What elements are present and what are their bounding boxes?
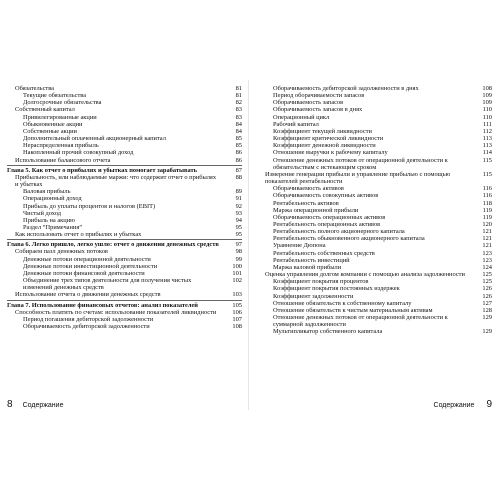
toc-entry-title: Глава 6. Легко пришло, легко ушло: отчет о движении денежных средств [7, 241, 219, 249]
toc-entry-title: Глава 5. Как отчет о прибылях и убытках помогает зарабатывать [7, 166, 197, 174]
toc-entry [257, 192, 492, 199]
toc-entry [7, 316, 242, 323]
toc-chapter-entry [7, 241, 242, 248]
toc-entry-page: 121 [482, 235, 492, 243]
toc-entry [257, 207, 492, 214]
toc-entry-page: 102 [232, 277, 242, 285]
toc-entry [257, 250, 492, 257]
page-gutter [248, 80, 249, 410]
toc-entry-page: 129 [482, 314, 492, 321]
toc-entry-title: Оборачиваемость активов [273, 185, 344, 193]
toc-entry [7, 121, 242, 128]
toc-entry-title: Коэффициент денежной ликвидности [273, 142, 376, 150]
toc-entry-title: Коэффициент покрытия постоянных издержек [273, 285, 400, 293]
toc-entry-page: 95 [235, 231, 242, 239]
toc-entry [257, 278, 492, 285]
toc-entry [257, 106, 492, 113]
toc-entry-page: 119 [482, 206, 492, 214]
toc-entry-page: 128 [482, 306, 492, 314]
toc-entry-title: Денежные потоки финансовой деятельности [23, 269, 145, 277]
toc-entry-title: Валовая прибыль [23, 188, 71, 196]
toc-entry [257, 293, 492, 300]
toc-entry-page: 85 [235, 135, 242, 143]
toc-entry-page: 92 [235, 202, 242, 210]
toc-entry [7, 157, 242, 164]
chapter-divider [7, 300, 242, 301]
toc-entry-title: Отношение денежных потоков от операционной деятельности к суммарной задолженности [273, 314, 448, 329]
toc-entry [257, 257, 492, 264]
toc-entry-page: 84 [235, 120, 242, 128]
toc-entry-page: 111 [482, 120, 492, 128]
toc-entry [7, 210, 242, 217]
toc-entry-title: Долгосрочные обязательства [23, 99, 102, 107]
toc-entry-page: 113 [482, 135, 492, 143]
toc-entry [7, 174, 242, 188]
toc-entry-page: 86 [235, 156, 242, 164]
toc-entry-page: 110 [482, 106, 492, 114]
toc-entry [7, 309, 242, 316]
toc-entry-title: Коэффициент текущей ликвидности [273, 127, 372, 135]
toc-entry-page: 121 [482, 242, 492, 250]
toc-entry-page: 124 [482, 263, 492, 271]
toc-entry-title: Рентабельность активов [273, 199, 339, 207]
running-header: Содержание [433, 402, 475, 409]
toc-entry [257, 128, 492, 135]
toc-entry [7, 135, 242, 142]
toc-entry [257, 142, 492, 149]
table-of-contents-left [7, 85, 242, 330]
toc-entry-page: 114 [482, 149, 492, 157]
toc-entry [257, 99, 492, 106]
toc-entry-title: Мультипликатор собственного капитала [273, 328, 383, 336]
toc-chapter-entry [7, 167, 242, 174]
toc-entry-page: 121 [482, 228, 492, 236]
toc-entry [257, 149, 492, 156]
toc-entry [7, 188, 242, 195]
toc-entry [257, 171, 492, 185]
toc-entry [7, 99, 242, 106]
toc-entry-title: Денежные потоки инвестиционной деятельности [23, 262, 158, 270]
toc-entry-page: 125 [482, 271, 492, 279]
toc-entry-title: Маржа валовой прибыли [273, 263, 342, 271]
toc-entry [7, 231, 242, 238]
toc-entry [7, 263, 242, 270]
toc-entry-title: Период оборачиваемости запасов [273, 92, 365, 100]
toc-entry-title: Дополнительный оплаченный акционерный капитал [23, 135, 166, 143]
toc-entry-page: 99 [235, 255, 242, 263]
toc-entry [7, 270, 242, 277]
toc-entry-page: 81 [235, 85, 242, 92]
toc-entry [7, 149, 242, 156]
toc-entry-title: Способность платить по счетам: использование показателей ликвидности [15, 308, 217, 316]
toc-entry-page: 126 [482, 285, 492, 293]
toc-entry-page: 108 [482, 85, 492, 92]
toc-entry [257, 135, 492, 142]
toc-entry-title: Использование отчета о движении денежных средств [15, 291, 161, 299]
toc-entry-page: 108 [232, 323, 242, 330]
toc-entry [257, 114, 492, 121]
toc-entry-page: 115 [482, 156, 492, 164]
toc-entry-page: 83 [235, 113, 242, 121]
toc-entry [257, 314, 492, 328]
toc-entry-title: Оборачиваемость дебиторской задолженности [23, 323, 150, 330]
toc-entry [7, 92, 242, 99]
toc-entry [7, 106, 242, 113]
toc-entry-title: Собираем пазл денежных потоков [15, 248, 108, 256]
toc-entry-page: 110 [482, 113, 492, 121]
page-number: 8 [7, 399, 13, 410]
toc-entry [257, 85, 492, 92]
toc-entry-title: Рентабельность инвестиций [273, 256, 350, 264]
toc-entry [7, 217, 242, 224]
toc-entry-title: Оборачиваемость запасов [273, 99, 344, 107]
toc-entry-title: Чистый доход [23, 209, 62, 217]
toc-entry [257, 185, 492, 192]
toc-chapter-entry [7, 302, 242, 309]
chapter-divider [7, 239, 242, 240]
toc-entry-title: Рабочий капитал [273, 120, 319, 128]
page-number: 9 [486, 399, 492, 410]
toc-entry-page: 120 [482, 220, 492, 228]
toc-entry-title: Обязательства [15, 85, 54, 92]
toc-entry-title: Собственные акции [23, 127, 77, 135]
toc-entry [7, 291, 242, 298]
toc-entry [257, 242, 492, 249]
left-page-footer [7, 399, 242, 410]
toc-entry [257, 264, 492, 271]
toc-entry-title: Собственный капитал [15, 106, 75, 114]
toc-entry-title: Денежные потоки операционной деятельности [23, 255, 151, 263]
table-of-contents-right [257, 85, 492, 335]
toc-entry-title: Коэффициент задолженности [273, 292, 354, 300]
toc-entry-page: 126 [482, 292, 492, 300]
toc-entry [257, 300, 492, 307]
toc-entry-page: 94 [235, 216, 242, 224]
toc-entry-title: Раздел “Примечания” [23, 223, 83, 231]
toc-entry-title: Глава 7. Использование финансовых отчетов: анализ показателей [7, 301, 198, 309]
toc-entry [7, 142, 242, 149]
toc-entry-title: Прибыльность, или наблюдаемые маржи: что содержит отчет о прибылях и убытках [15, 173, 217, 189]
toc-entry-title: Прибыль на акцию [23, 216, 75, 224]
toc-entry [7, 224, 242, 231]
toc-entry [257, 92, 492, 99]
left-page [7, 85, 242, 410]
toc-entry-page: 83 [235, 106, 242, 114]
toc-entry-title: Оборачиваемость совокупных активов [273, 192, 379, 200]
toc-entry-page: 118 [482, 199, 492, 207]
toc-entry-page: 116 [482, 192, 492, 200]
toc-entry-page: 88 [235, 173, 242, 181]
toc-entry-title: Рентабельность обыкновенного акционерного капитала [273, 235, 425, 243]
toc-entry-page: 105 [232, 301, 242, 309]
toc-entry-title: Привилегированные акции [23, 113, 97, 121]
toc-entry-page: 119 [482, 213, 492, 221]
toc-entry [257, 271, 492, 278]
toc-entry-title: Использование балансового отчета [15, 156, 111, 164]
toc-entry-title: Нераспределенная прибыль [23, 142, 99, 150]
toc-entry [7, 248, 242, 255]
toc-entry-page: 95 [235, 223, 242, 231]
toc-entry-page: 85 [235, 142, 242, 150]
right-page-footer [257, 399, 492, 410]
running-header: Содержание [22, 402, 64, 409]
toc-entry-title: Операционный цикл [273, 113, 330, 121]
toc-entry-page: 106 [232, 308, 242, 316]
toc-entry-title: Рентабельность собственных средств [273, 249, 375, 257]
toc-entry-title: Как использовать отчет о прибылях и убытках [15, 231, 142, 239]
toc-entry-title: Прибыль до уплаты процентов и налогов (EBIT) [23, 202, 156, 210]
toc-entry-page: 101 [232, 269, 242, 277]
toc-entry [7, 256, 242, 263]
toc-entry-title: Рентабельность полного акционерного капитала [273, 228, 405, 236]
toc-entry-page: 109 [482, 92, 492, 100]
toc-entry [7, 323, 242, 330]
chapter-divider [7, 165, 242, 166]
toc-entry [257, 221, 492, 228]
toc-entry-page: 81 [235, 92, 242, 100]
toc-entry-page: 112 [482, 127, 492, 135]
toc-entry-title: Накопленный прочий совокупный доход [23, 149, 134, 157]
toc-entry-page: 107 [232, 315, 242, 323]
toc-entry-title: Измерение генерации прибыли и управление прибылью с помощью показателей рентабельности [265, 170, 451, 186]
toc-entry-title: Оценка управления долгом компании с помощью анализа задолженности [265, 271, 465, 279]
toc-entry-title: Отношение выручки к рабочему капиталу [273, 149, 388, 157]
toc-entry-page: 129 [482, 328, 492, 336]
toc-entry [257, 157, 492, 171]
toc-entry-page: 115 [482, 170, 492, 178]
toc-entry-title: Объединение трех типов деятельности для получения чистых изменений денежных средств [23, 277, 192, 292]
toc-entry-title: Обыкновенные акции [23, 120, 83, 128]
toc-entry-page: 84 [235, 127, 242, 135]
toc-entry [7, 195, 242, 202]
toc-entry-page: 89 [235, 188, 242, 196]
toc-entry [257, 307, 492, 314]
toc-entry-page: 87 [235, 166, 242, 174]
toc-entry-title: Текущие обязательства [23, 92, 87, 100]
toc-entry-page: 100 [232, 262, 242, 270]
toc-entry [257, 228, 492, 235]
toc-entry [7, 277, 242, 291]
toc-entry [7, 128, 242, 135]
toc-entry-page: 98 [235, 248, 242, 256]
toc-entry [257, 235, 492, 242]
toc-entry [257, 328, 492, 335]
toc-entry-title: Маржа операционной прибыли [273, 206, 359, 214]
toc-entry-page: 116 [482, 185, 492, 193]
toc-entry-title: Коэффициент критической ликвидности [273, 135, 384, 143]
toc-entry [257, 214, 492, 221]
toc-entry-page: 113 [482, 142, 492, 150]
toc-entry-title: Операционный доход [23, 195, 82, 203]
toc-entry-title: Оборачиваемость запасов в днях [273, 106, 363, 114]
toc-entry-page: 123 [482, 249, 492, 257]
toc-entry-page: 103 [232, 291, 242, 299]
toc-entry-title: Оборачиваемость операционных активов [273, 213, 386, 221]
toc-entry [7, 85, 242, 92]
toc-entry-page: 91 [235, 195, 242, 203]
toc-entry-page: 127 [482, 299, 492, 307]
right-page [257, 85, 492, 410]
toc-entry [7, 114, 242, 121]
toc-entry-title: Отношение обязательств к собственному капиталу [273, 299, 412, 307]
toc-entry-page: 86 [235, 149, 242, 157]
toc-entry-title: Отношение обязательств к чистым материальным активам [273, 306, 433, 314]
toc-entry-title: Период погашения дебиторской задолженности [23, 315, 154, 323]
toc-entry-page: 125 [482, 278, 492, 286]
toc-entry-title: Оборачиваемость дебиторской задолженности в днях [273, 85, 419, 92]
toc-entry-page: 109 [482, 99, 492, 107]
toc-entry-page: 123 [482, 256, 492, 264]
toc-entry-title: Коэффициент покрытия процентов [273, 278, 369, 286]
toc-entry-title: Уравнение Дюпона [273, 242, 326, 250]
toc-entry-title: Рентабельность операционных активов [273, 220, 381, 228]
toc-entry [257, 200, 492, 207]
toc-entry-title: Отношение денежных потоков от операционной деятельности к обязательствам с истекающим сроком [273, 156, 448, 171]
toc-entry [7, 203, 242, 210]
toc-entry-page: 97 [235, 241, 242, 249]
toc-entry-page: 93 [235, 209, 242, 217]
toc-entry-page: 82 [235, 99, 242, 107]
toc-entry [257, 121, 492, 128]
toc-entry [257, 285, 492, 292]
